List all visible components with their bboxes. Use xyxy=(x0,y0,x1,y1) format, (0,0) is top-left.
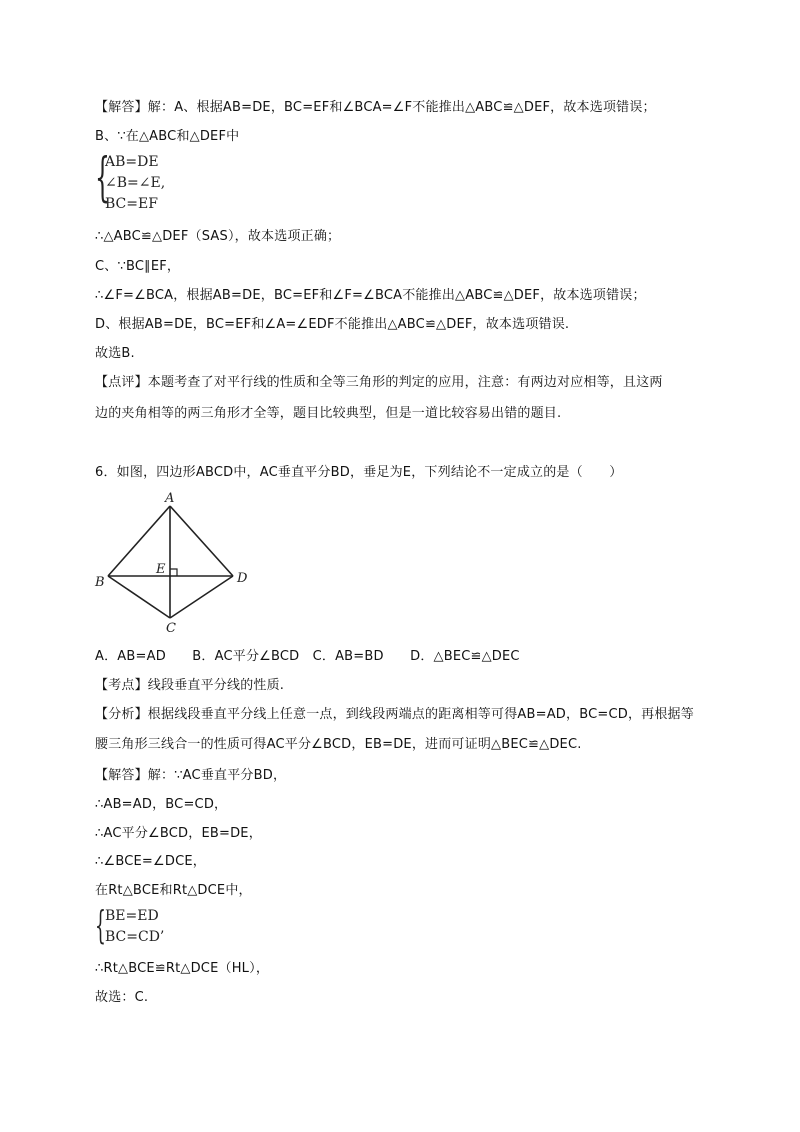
text-line-7: 故选B. xyxy=(95,346,135,361)
text-line-9: 边的夹角相等的两三角形才全等，题目比较典型，但是一道比较容易出错的题目. xyxy=(95,406,562,421)
brace-symbol: { xyxy=(95,903,106,947)
equation-row: BC=CD’ xyxy=(105,929,165,945)
equation-row: BE=ED xyxy=(105,908,159,924)
text-line-jieda-4: ∴∠BCE=∠DCE， xyxy=(95,854,206,869)
text-line-jieda-3: ∴AC平分∠BCD，EB=DE， xyxy=(95,826,262,841)
text-line-jieda-5: 在Rt△BCE和Rt△DCE中， xyxy=(95,883,252,898)
text-line-jieda-1: 【解答】解：∵AC垂直平分BD， xyxy=(95,768,287,783)
answer-choices: A．AB=AD B．AC平分∠BCD C．AB=BD D．△BEC≌△DEC xyxy=(95,649,520,664)
text-line-4: C、∵BC∥EF， xyxy=(95,259,181,274)
text-line-kaodian: 【考点】线段垂直平分线的性质. xyxy=(95,678,285,693)
text-line-fenxi-1: 【分析】根据线段垂直平分线上任意一点，到线段两端点的距离相等可得AB=AD，BC=CD，再根据等 xyxy=(95,707,694,722)
equation-system-1 xyxy=(95,148,215,214)
text-line-8: 【点评】本题考查了对平行线的性质和全等三角形的判定的应用，注意：有两边对应相等，且这两 xyxy=(95,375,663,390)
edge-ad xyxy=(170,506,233,576)
text-line-5: ∴∠F=∠BCA，根据AB=DE，BC=EF和∠F=∠BCA不能推出△ABC≌△DEF，故本选项错误； xyxy=(95,288,646,303)
text-line-jieda-2: ∴AB=AD，BC=CD， xyxy=(95,797,228,812)
equation-system-2 xyxy=(95,903,215,948)
equation-row: AB=DE xyxy=(105,154,159,170)
text-line-jieda-6: ∴Rt△BCE≌Rt△DCE（HL）， xyxy=(95,961,270,976)
vertex-label-d: D xyxy=(237,571,248,586)
brace-symbol: { xyxy=(95,148,110,208)
quadrilateral-figure xyxy=(90,490,270,635)
vertex-label-c: C xyxy=(166,621,176,635)
text-line-jieda-7: 故选：C. xyxy=(95,990,149,1005)
vertex-label-e: E xyxy=(156,562,166,577)
text-line-6: D、根据AB=DE，BC=EF和∠A=∠EDF不能推出△ABC≌△DEF，故本选项错误. xyxy=(95,317,570,332)
text-line-fenxi-2: 腰三角形三线合一的性质可得AC平分∠BCD，EB=DE，进而可证明△BEC≌△DEC. xyxy=(95,737,582,752)
question-6: 6．如图，四边形ABCD中，AC垂直平分BD，垂足为E，下列结论不一定成立的是（ ） xyxy=(95,465,623,480)
equation-row: ∠B=∠E, xyxy=(105,175,166,191)
edge-bc xyxy=(108,576,170,618)
right-angle-mark xyxy=(170,569,177,576)
text-line-1: 【解答】解：A、根据AB=DE，BC=EF和∠BCA=∠F不能推出△ABC≌△DEF，故本选项错误； xyxy=(95,100,656,115)
vertex-label-a: A xyxy=(165,491,175,506)
edge-dc xyxy=(170,576,233,618)
equation-row: BC=EF xyxy=(105,196,158,212)
text-line-2: B、∵在△ABC和△DEF中 xyxy=(95,129,240,144)
text-line-3: ∴△ABC≌△DEF（SAS），故本选项正确； xyxy=(95,229,341,244)
vertex-label-b: B xyxy=(95,575,105,590)
